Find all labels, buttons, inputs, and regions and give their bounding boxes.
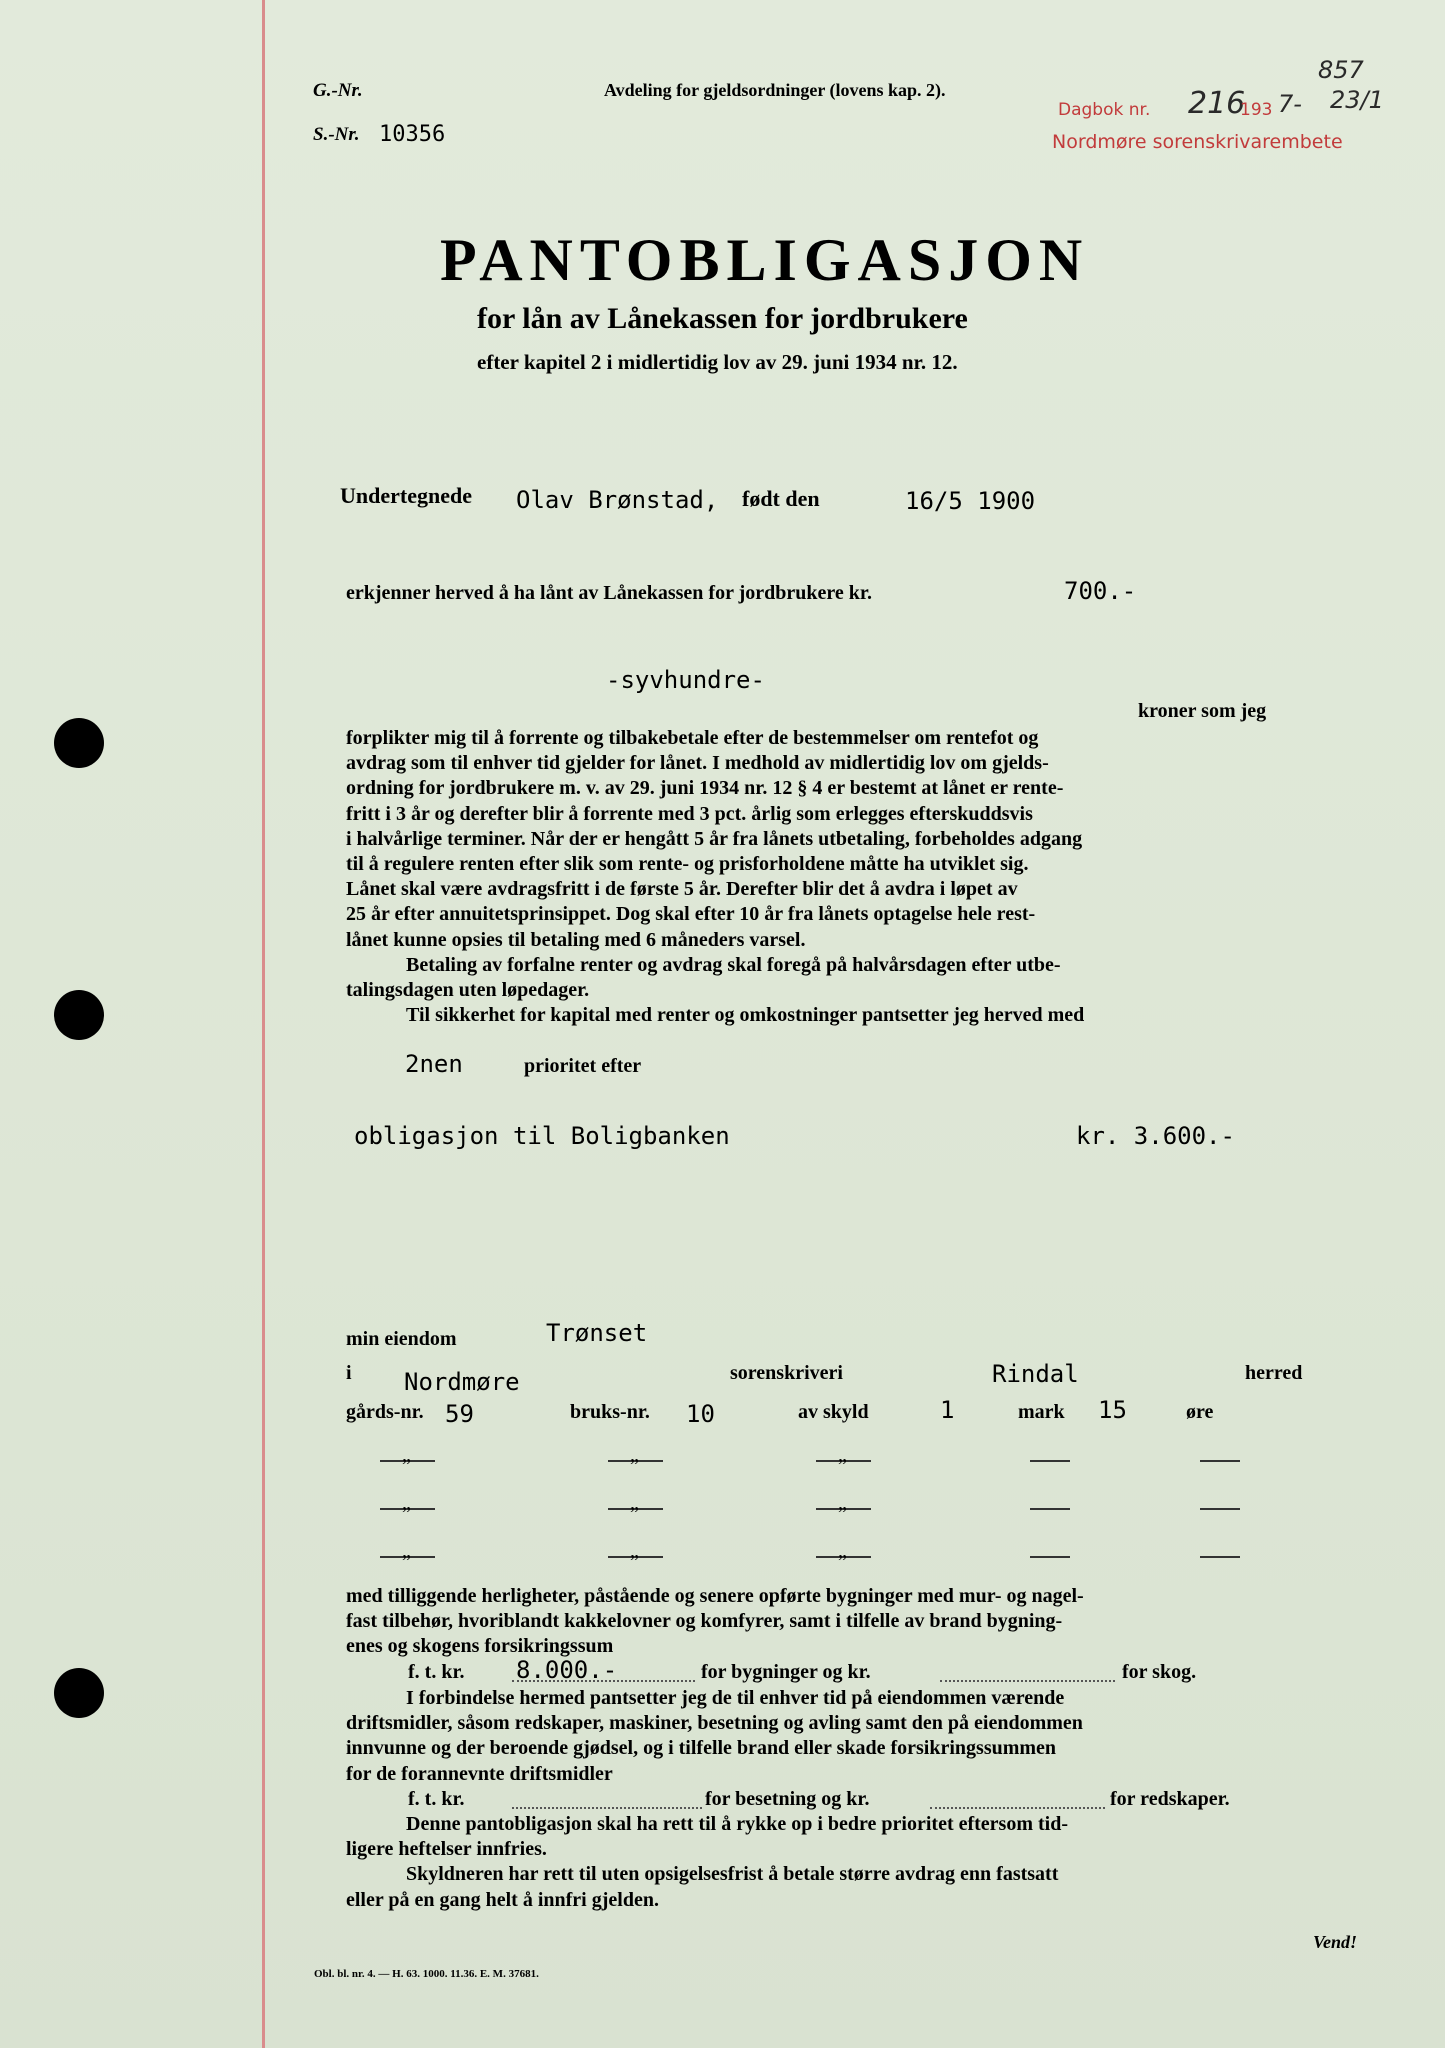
closing-line: Denne pantobligasjon skal ha rett til å rykke op i bedre prioritet eftersom tid- [406,1813,1069,1835]
vend-note: Vend! [1313,1932,1358,1952]
equipment-line: I forbindelse hermed pantsetter jeg de til enhver tid på eiendommen værende [406,1687,1065,1709]
equipment-line: driftsmidler, såsom redskaper, maskiner, besetning og avling samt den på eiendommen [346,1712,1083,1735]
appurtenances-line: fast tilbehør, hvoriblandt kakkelovner og komfyrer, samt i tilfelle av brand bygning- [346,1610,1063,1633]
terms-line: Til sikkerhet for kapital med renter og omkostninger pantsetter jeg herved med [406,1004,1085,1027]
s-nr-label: S.-Nr. [313,124,360,145]
corner-fraction: 23/1 [1330,86,1384,114]
ditto-mark: „ [402,1540,411,1562]
year-label: 193 [1240,100,1273,120]
equipment-line: innvunne og der beroende gjødsel, og i tilfelle brand eller skade forsikringssummen [346,1737,1057,1760]
farm-name: Trønset [546,1319,648,1347]
law-reference: efter kapitel 2 i midlertidig lov av 29. juni 1934 nr. 12. [477,350,958,374]
closing-line: Skyldneren har rett til uten opsigelsesfrist å betale større avdrag enn fastsatt [406,1863,1059,1886]
s-nr-value: 10356 [379,122,446,147]
ditto-row [608,1540,663,1563]
punch-hole [54,990,104,1040]
dagbok-number: 216 [1188,86,1246,121]
equipment-paragraph [346,1686,1083,1787]
ditto-row [816,1444,871,1467]
margin-line [262,0,265,2048]
ditto-row [816,1492,871,1515]
building-insurance-amount: 8.000.- [516,1656,618,1684]
equipment-ft-kr: f. t. kr. [408,1788,465,1810]
terms-line: avdrag som til enhver tid gjelder for lånet. I medhold av midlertidig lov om gjelds- [346,752,1049,775]
birth-date: 16/5 1900 [905,487,1036,515]
dotted-field [930,1807,1105,1809]
herred-name: Rindal [992,1360,1079,1388]
ditto-dash [1200,1544,1240,1558]
ditto-dash [1200,1496,1240,1510]
ditto-mark: „ [838,1492,847,1514]
skyld-label: av skyld [798,1401,869,1423]
bruks-nr-label: bruks-nr. [570,1401,650,1423]
ditto-row [380,1444,435,1467]
terms-line: 25 år efter annuitetsprinsippet. Dog skal efter 10 år fra lånets optagelse hele rest- [346,903,1036,926]
ditto-dash-line [1200,1496,1240,1515]
ditto-mark: „ [402,1444,411,1466]
dotted-field [940,1680,1115,1682]
ditto-row [608,1444,663,1467]
office-stamp: Nordmøre sorenskrivarembete [1052,131,1343,153]
priority-label: prioritet efter [524,1055,642,1077]
document-subtitle: for lån av Lånekassen for jordbrukere [477,302,968,335]
corner-number: 857 [1318,56,1364,84]
terms-line: talingsdagen uten løpedager. [346,979,590,1002]
ditto-dash [1030,1448,1070,1462]
ditto-row [380,1492,435,1515]
mark-value: 15 [1098,1396,1127,1424]
document-title: PANTOBLIGASJON [440,227,1090,293]
kroner-label: kroner som jeg [1138,700,1267,722]
ditto-dash-line [1030,1496,1070,1515]
borrower-name: Olav Brønstad, [516,486,719,514]
appurtenances-paragraph [346,1584,1084,1660]
for-tools-label: for redskaper. [1110,1788,1230,1810]
property-label: min eiendom [346,1328,457,1350]
appurtenances-line: med tilliggende herligheter, påstående og senere opførte bygninger med mur- og nagel- [346,1585,1084,1607]
g-nr-label: G.-Nr. [313,80,363,101]
amount-in-words: -syvhundre- [606,666,765,694]
ditto-dash-line [1200,1448,1240,1467]
ditto-row [608,1492,663,1515]
dagbok-label: Dagbok nr. [1058,100,1151,120]
terms-line: i halvårlige terminer. Når der er hengått 5 år fra lånets utbetaling, forbeholdes adgang [346,827,1083,850]
herred-label: herred [1245,1362,1303,1384]
in-label: i [346,1362,352,1384]
department-line: Avdeling for gjeldsordninger (lovens kap. 2). [604,80,946,100]
terms-paragraph [346,726,1084,1028]
prior-lien-amount: kr. 3.600.- [1076,1122,1235,1150]
ditto-row [380,1540,435,1563]
sorenskriveri-label: sorenskriveri [730,1362,843,1384]
gards-nr-label: gårds-nr. [346,1401,424,1423]
ditto-dash-line [1030,1448,1070,1467]
terms-line: ordning for jordbrukere m. v. av 29. juni 1934 nr. 12 § 4 er bestemt at lånet er rente- [346,777,1064,800]
terms-line: til å regulere renten efter slik som rente- og prisforholdene måtte ha utviklet sig. [346,853,1029,876]
ditto-mark: „ [838,1540,847,1562]
closing-line: ligere heftelser innfries. [346,1838,547,1861]
prior-lien: obligasjon til Boligbanken [354,1122,730,1150]
for-livestock-label: for besetning og kr. [705,1788,870,1810]
for-buildings-label: for bygninger og kr. [701,1661,871,1683]
ditto-mark: „ [630,1444,639,1466]
undersigned-label: Undertegnede [340,483,472,508]
ditto-dash [1030,1496,1070,1510]
ore-label: øre [1186,1401,1214,1423]
gards-nr-value: 59 [445,1400,474,1428]
ditto-mark: „ [402,1492,411,1514]
dotted-field [512,1807,702,1809]
terms-line: Lånet skal være avdragsfritt i de første 5 år. Derefter blir det å avdra i løpet av [346,878,1018,901]
district-name: Nordmøre [404,1368,520,1396]
skyld-value: 1 [940,1396,955,1424]
ditto-dash-line [1200,1544,1240,1563]
terms-line: forplikter mig til å forrente og tilbakebetale efter de bestemmelser om rentefot og [346,727,1039,749]
ditto-dash-line [1030,1544,1070,1563]
bruks-nr-value: 10 [686,1400,715,1428]
priority-value: 2nen [405,1050,463,1078]
year-handwritten: 7- [1278,90,1302,118]
ditto-row [816,1540,871,1563]
mark-label: mark [1018,1401,1065,1423]
closing-line: eller på en gang helt å innfri gjelden. [346,1888,659,1911]
ditto-mark: „ [630,1492,639,1514]
punch-hole [54,718,104,768]
insurance-ft-kr: f. t. kr. [408,1661,465,1683]
terms-line: lånet kunne opsies til betaling med 6 måneders varsel. [346,928,806,951]
print-footer: Obl. bl. nr. 4. — H. 63. 1000. 11.36. E. M. 37681. [314,1968,539,1980]
terms-line: fritt i 3 år og derefter blir å forrente med 3 pct. årlig som erlegges efterskuddsvis [346,802,1033,825]
for-forest-label: for skog. [1122,1661,1197,1683]
ditto-dash [1030,1544,1070,1558]
born-label: født den [742,486,820,511]
ditto-mark: „ [838,1444,847,1466]
terms-line: Betaling av forfalne renter og avdrag skal foregå på halvårsdagen efter utbe- [406,953,1061,976]
ditto-dash [1200,1448,1240,1462]
loan-amount: 700.- [1064,577,1137,605]
ditto-mark: „ [630,1540,639,1562]
punch-hole [54,1668,104,1718]
equipment-line: for de forannevnte driftsmidler [346,1762,613,1785]
acknowledge-line: erkjenner herved å ha lånt av Lånekassen for jordbrukere kr. [346,582,872,604]
appurtenances-line: enes og skogens forsikringssum [346,1635,614,1658]
closing-paragraph [346,1812,1068,1913]
